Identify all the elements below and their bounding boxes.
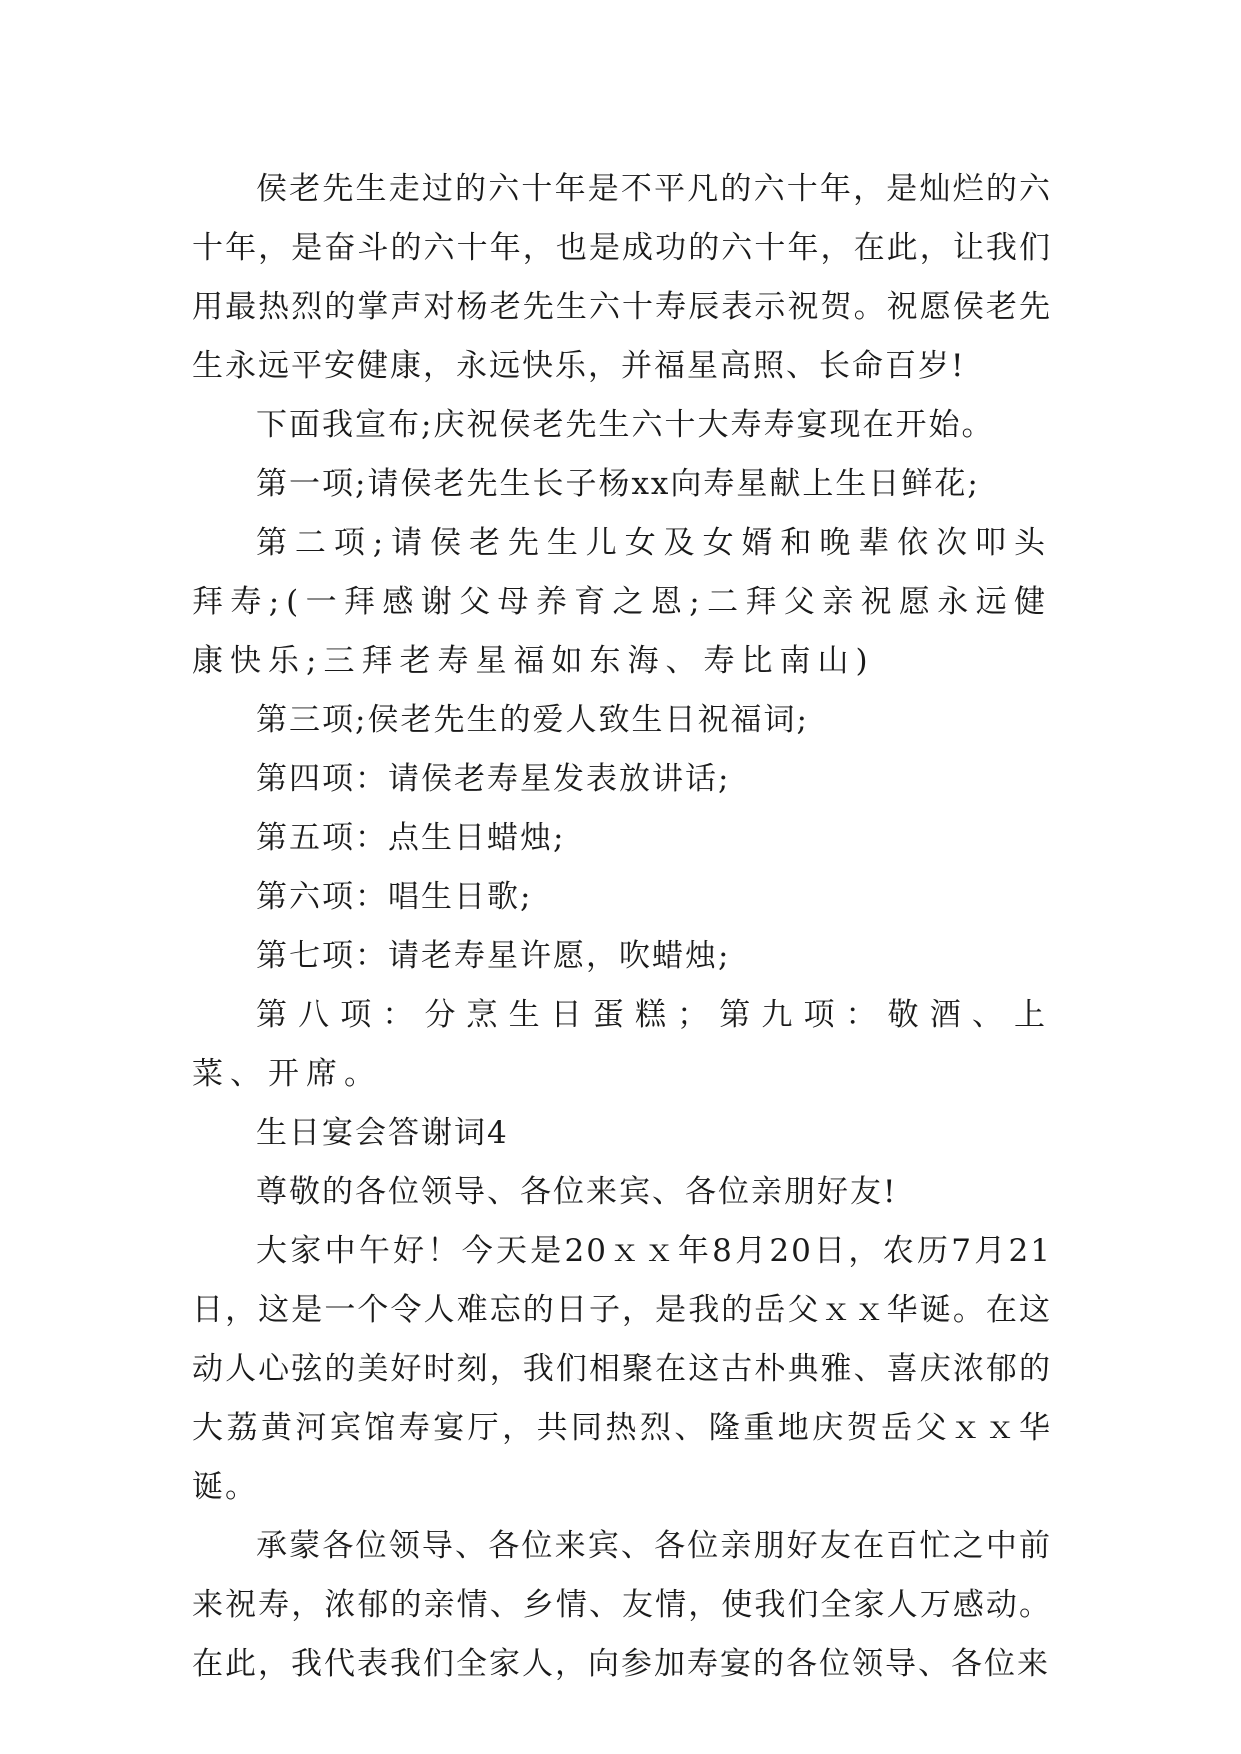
paragraph-item-6: 第六项：唱生日歌; xyxy=(256,879,533,915)
paragraph-salutation: 尊敬的各位领导、各位来宾、各位亲朋好友! xyxy=(256,1174,898,1210)
paragraph-item-2: 第二项;请侯老先生儿女及女婿和晚辈依次叩头拜寿;(一拜感谢父母养育之恩;二拜父亲祝愿永远健康快乐;三拜老寿星福如东海、寿比南山) xyxy=(192,525,1052,679)
paragraph-item-3: 第三项;侯老先生的爱人致生日祝福词; xyxy=(256,702,809,738)
paragraph-item-8-9: 第八项：分烹生日蛋糕；第九项：敬酒、上菜、开席。 xyxy=(192,997,1052,1092)
paragraph-blessing: 侯老先生走过的六十年是不平凡的六十年，是灿烂的六十年，是奋斗的六十年，也是成功的六十年，在此，让我们用最热烈的掌声对杨老先生六十寿辰表示祝贺。祝愿侯老先生永远平安健康，永远快乐，并福星高照、长命百岁! xyxy=(192,171,1052,384)
paragraph-thanks: 承蒙各位领导、各位来宾、各位亲朋好友在百忙之中前来祝寿，浓郁的亲情、乡情、友情，使我们全家人万感动。在此，我代表我们全家人，向参加寿宴的各位领导、各位来 xyxy=(192,1528,1052,1682)
paragraph-greeting: 大家中午好！今天是20ｘｘ年8月20日，农历7月21日，这是一个令人难忘的日子，是我的岳父ｘｘ华诞。在这动人心弦的美好时刻，我们相聚在这古朴典雅、喜庆浓郁的大荔黄河宾馆寿宴厅，共同热烈、隆重地庆贺岳父ｘｘ华诞。 xyxy=(192,1233,1052,1505)
document-body xyxy=(192,160,1052,1694)
section-heading: 生日宴会答谢词4 xyxy=(256,1115,509,1151)
paragraph-announcement: 下面我宣布;庆祝侯老先生六十大寿寿宴现在开始。 xyxy=(256,407,995,443)
paragraph-item-5: 第五项：点生日蜡烛; xyxy=(256,820,566,856)
paragraph-item-4: 第四项：请侯老寿星发表放讲话; xyxy=(256,761,731,797)
paragraph-item-1: 第一项;请侯老先生长子杨xx向寿星献上生日鲜花; xyxy=(256,466,980,502)
paragraph-item-7: 第七项：请老寿星许愿，吹蜡烛; xyxy=(256,938,731,974)
